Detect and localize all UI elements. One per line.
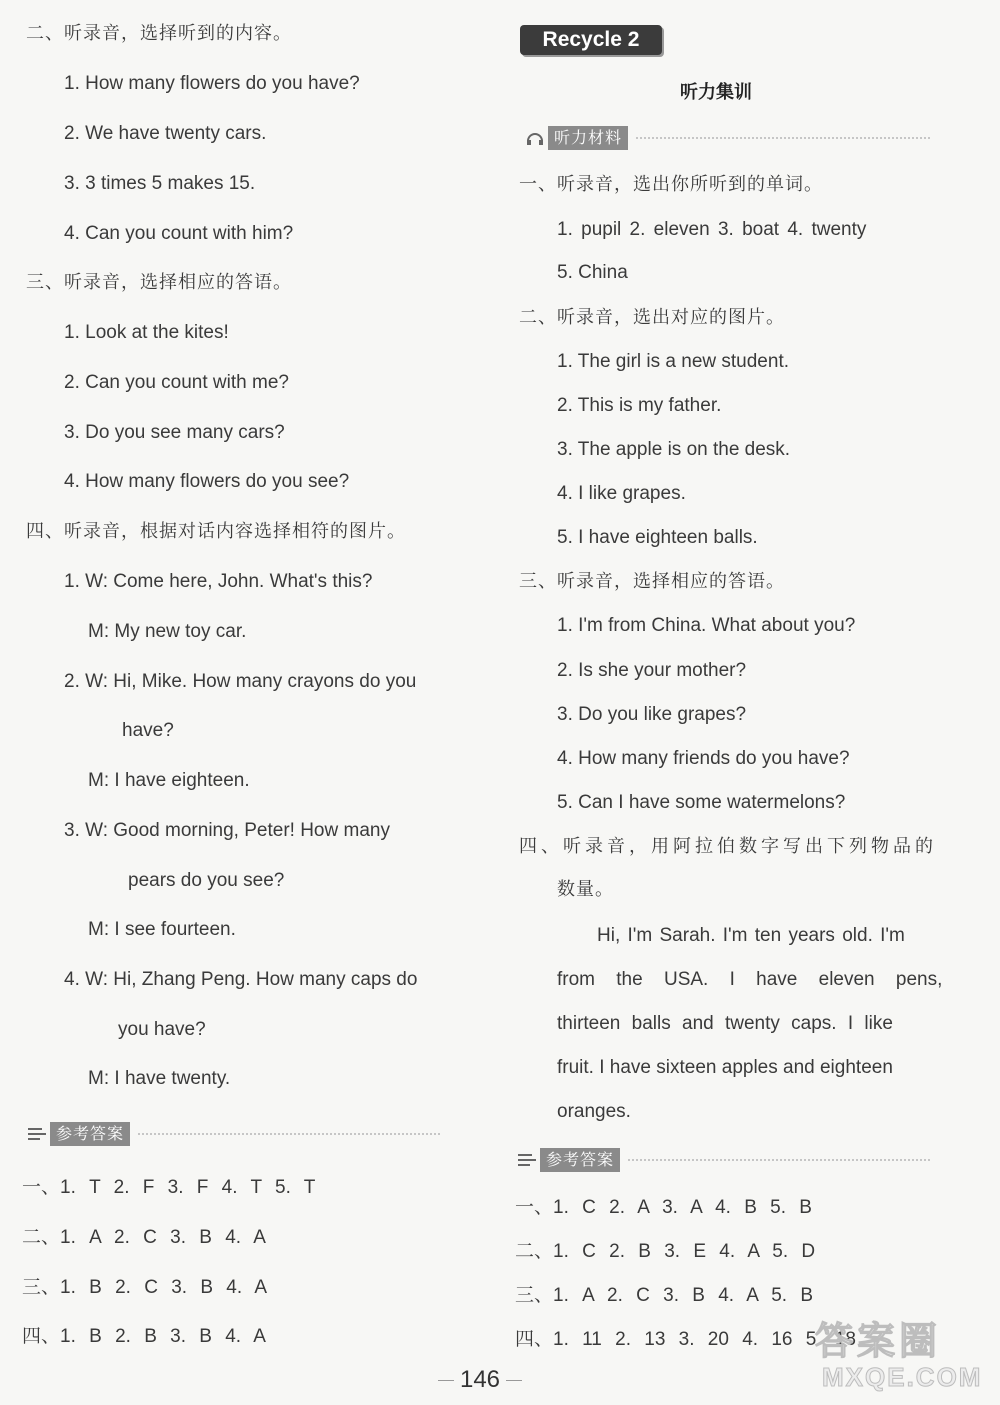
dotted-divider <box>138 1133 440 1135</box>
list-item: 2. Is she your mother? <box>557 660 747 681</box>
watermark-logo: 答案圈 MXQE.COM <box>815 1319 983 1392</box>
list-item: 4. I like grapes. <box>557 483 686 504</box>
dialog-line: M: I see fourteen. <box>88 919 236 940</box>
list-item: 5. I have eighteen balls. <box>557 527 758 548</box>
list-item: 2. Can you count with me? <box>64 372 289 393</box>
list-item: 5. Can I have some watermelons? <box>557 792 846 813</box>
material-bar <box>522 126 930 150</box>
dialog-line: M: I have eighteen. <box>88 770 250 791</box>
dotted-divider <box>636 137 930 139</box>
dialog-line: 2. W: Hi, Mike. How many crayons do you <box>64 671 417 692</box>
list-item: 1. How many flowers do you have? <box>64 73 360 94</box>
list-icon <box>514 1149 540 1171</box>
page-subtitle: 听力集训 <box>680 82 752 103</box>
list-item: 2. We have twenty cars. <box>64 123 267 144</box>
section-heading: 一、听录音，选出你所听到的单词。 <box>519 174 823 195</box>
list-item: 3. The apple is on the desk. <box>557 439 791 460</box>
answer-key-bar <box>514 1148 930 1172</box>
dialog-line: 4. W: Hi, Zhang Peng. How many caps do <box>64 969 418 990</box>
passage-line: oranges. <box>557 1101 631 1122</box>
list-item: 4. How many flowers do you see? <box>64 471 350 492</box>
answer-row: 二、1. A 2. C 3. B 4. A <box>22 1227 266 1248</box>
list-item: 4. How many friends do you have? <box>557 748 850 769</box>
unit-badge: Recycle 2 <box>520 25 662 55</box>
material-label: 听力材料 <box>548 126 628 150</box>
dialog-line: M: My new toy car. <box>88 621 247 642</box>
dialog-line: 1. W: Come here, John. What's this? <box>64 571 373 592</box>
list-item: 3. Do you see many cars? <box>64 422 285 443</box>
answer-row: 一、1. T 2. F 3. F 4. T 5. T <box>22 1177 316 1198</box>
dialog-line: 3. W: Good morning, Peter! How many <box>64 820 390 841</box>
answer-row: 四、1. B 2. B 3. B 4. A <box>22 1326 266 1347</box>
list-item: 1. pupil 2. eleven 3. boat 4. twenty <box>557 219 867 240</box>
list-item: 3. Do you like grapes? <box>557 704 747 725</box>
section-heading: 四、听录音，根据对话内容选择相符的图片。 <box>26 521 406 542</box>
list-item: 4. Can you count with him? <box>64 223 294 244</box>
list-item: 1. Look at the kites! <box>64 322 229 343</box>
section-heading: 二、听录音，选择听到的内容。 <box>26 23 292 44</box>
passage-line: from the USA. I have eleven pens, <box>557 969 943 990</box>
answer-row: 三、1. B 2. C 3. B 4. A <box>22 1277 268 1298</box>
dialog-line: pears do you see? <box>128 870 285 891</box>
passage-line: Hi, I'm Sarah. I'm ten years old. I'm <box>597 925 905 946</box>
passage-line: thirteen balls and twenty caps. I like <box>557 1013 893 1034</box>
section-heading-cont: 数量。 <box>557 879 614 900</box>
answer-key-label: 参考答案 <box>50 1122 130 1146</box>
headphones-icon <box>522 127 548 149</box>
answer-row: 二、1. C 2. B 3. E 4. A 5. D <box>515 1241 816 1262</box>
answer-row: 一、1. C 2. A 3. A 4. B 5. B <box>515 1197 812 1218</box>
list-item: 1. I'm from China. What about you? <box>557 615 856 636</box>
list-item: 1. The girl is a new student. <box>557 351 789 372</box>
section-heading: 三、听录音，选择相应的答语。 <box>26 272 292 293</box>
answer-row: 四、1. 11 2. 13 3. 20 4. 16 5. 18 <box>515 1329 856 1350</box>
answer-key-label: 参考答案 <box>540 1148 620 1172</box>
section-heading: 四、听录音，用阿拉伯数字写出下列物品的 <box>519 836 937 857</box>
answer-key-bar <box>24 1122 440 1146</box>
section-heading: 二、听录音，选出对应的图片。 <box>519 307 785 328</box>
dialog-line: you have? <box>118 1019 206 1040</box>
list-item: 3. 3 times 5 makes 15. <box>64 173 256 194</box>
section-heading: 三、听录音，选择相应的答语。 <box>519 571 785 592</box>
list-icon <box>24 1123 50 1145</box>
answer-row: 三、1. A 2. C 3. B 4. A 5. B <box>515 1285 814 1306</box>
dialog-line: have? <box>122 720 174 741</box>
list-item: 5. China <box>557 262 628 283</box>
page-number: 146 <box>430 1366 530 1394</box>
list-item: 2. This is my father. <box>557 395 722 416</box>
passage-line: fruit. I have sixteen apples and eighteen <box>557 1057 893 1078</box>
dotted-divider <box>628 1159 930 1161</box>
dialog-line: M: I have twenty. <box>88 1068 231 1089</box>
